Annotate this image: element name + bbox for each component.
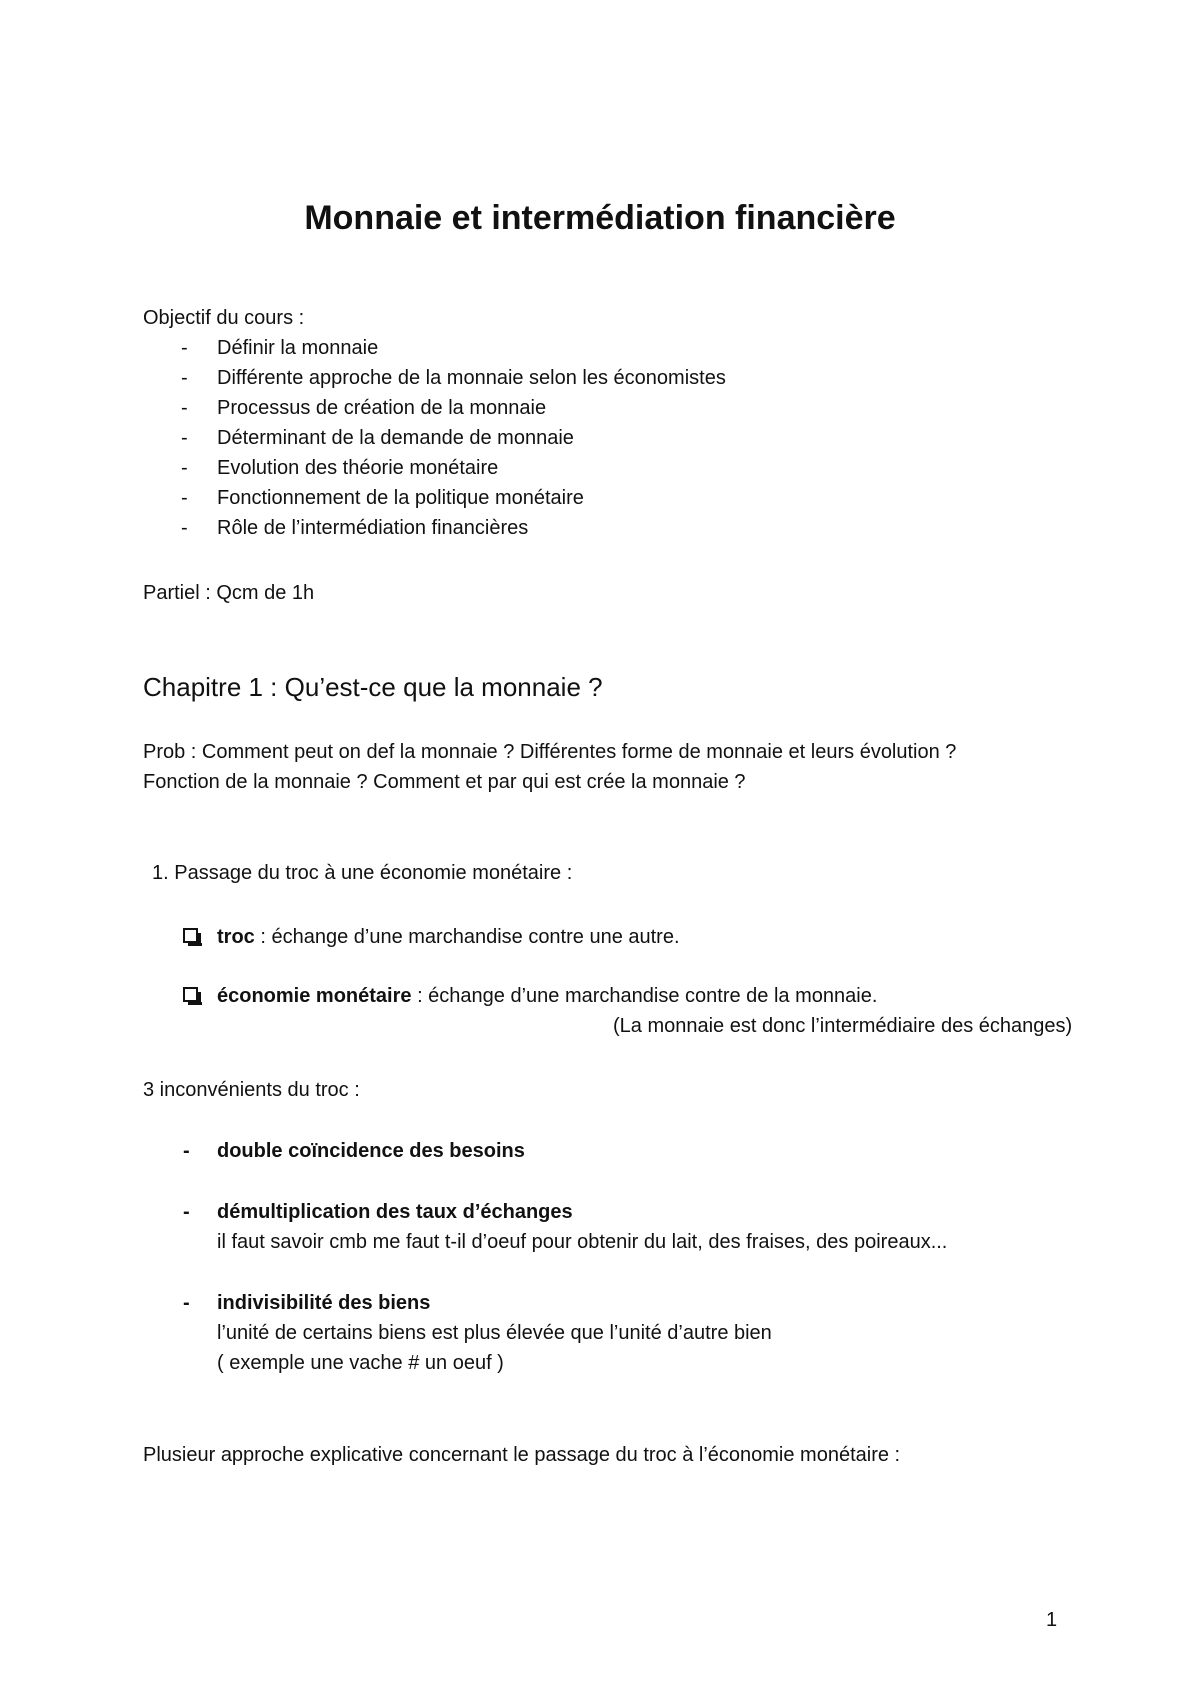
definition-text [217, 981, 877, 1011]
dash-bullet: - [181, 487, 188, 509]
dash-bullet: - [183, 1201, 190, 1223]
definition-term: économie monétaire [217, 985, 412, 1007]
list-item [143, 483, 1103, 513]
problem-line: Prob : Comment peut on def la monnaie ? Différentes forme de monnaie et leurs évolution ? [143, 741, 957, 763]
drawback-explanation: l’unité de certains biens est plus élevée que l’unité d’autre bien [217, 1322, 772, 1344]
definition-term: troc [217, 926, 255, 948]
checkbox-bullet-icon [183, 987, 198, 1002]
list-item-text: Différente approche de la monnaie selon les économistes [217, 367, 726, 389]
dash-bullet: - [183, 1292, 190, 1314]
drawback-title: démultiplication des taux d’échanges [217, 1201, 573, 1223]
dash-bullet: - [181, 427, 188, 449]
definition-text [217, 922, 680, 952]
definition-economie-monetaire [183, 981, 1083, 1041]
drawback-item [183, 1136, 1083, 1166]
list-item-text: Définir la monnaie [217, 337, 379, 359]
list-item-text: Rôle de l’intermédiation financières [217, 517, 529, 539]
page-number: 1 [1046, 1609, 1058, 1631]
problem-statement [143, 737, 1103, 797]
definition-note: (La monnaie est donc l’intermédiaire des échanges) [613, 1015, 1073, 1037]
list-item [143, 363, 1103, 393]
definition-body: : échange d’une marchandise contre une autre. [254, 926, 680, 948]
drawback-title: double coïncidence des besoins [217, 1140, 525, 1162]
section-heading: 1. Passage du troc à une économie monétaire : [152, 862, 573, 884]
objectives-list [143, 333, 1103, 543]
drawback-example: ( exemple une vache # un oeuf ) [217, 1352, 504, 1374]
list-item [143, 423, 1103, 453]
dash-bullet: - [183, 1140, 190, 1162]
exam-info: Partiel : Qcm de 1h [143, 582, 315, 604]
closing-paragraph: Plusieur approche explicative concernant le passage du troc à l’économie monétaire : [143, 1444, 901, 1466]
list-item [143, 333, 1103, 363]
definition-body: : échange d’une marchandise contre de la monnaie. [411, 985, 878, 1007]
list-item-text: Processus de création de la monnaie [217, 397, 547, 419]
dash-bullet: - [181, 337, 188, 359]
definition-troc [183, 922, 1083, 952]
drawback-title: indivisibilité des biens [217, 1292, 431, 1314]
chapter-title: Chapitre 1 : Qu’est-ce que la monnaie ? [143, 672, 603, 702]
list-item-text: Déterminant de la demande de monnaie [217, 427, 574, 449]
document-title: Monnaie et intermédiation financière [304, 199, 896, 237]
drawback-item [183, 1197, 1083, 1257]
list-item-text: Evolution des théorie monétaire [217, 457, 499, 479]
list-item [143, 393, 1103, 423]
dash-bullet: - [181, 517, 188, 539]
dash-bullet: - [181, 367, 188, 389]
list-item [143, 513, 1103, 543]
list-item-text: Fonctionnement de la politique monétaire [217, 487, 584, 509]
dash-bullet: - [181, 457, 188, 479]
dash-bullet: - [181, 397, 188, 419]
drawback-explanation: il faut savoir cmb me faut t-il d’oeuf pour obtenir du lait, des fraises, des poireaux... [217, 1231, 948, 1253]
drawbacks-heading: 3 inconvénients du troc : [143, 1079, 360, 1101]
course-objectives [143, 303, 1103, 543]
objectives-heading: Objectif du cours : [143, 307, 305, 329]
problem-line: Fonction de la monnaie ? Comment et par qui est crée la monnaie ? [143, 771, 746, 793]
list-item [143, 453, 1103, 483]
drawback-item [183, 1288, 1083, 1378]
checkbox-bullet-icon [183, 928, 198, 943]
